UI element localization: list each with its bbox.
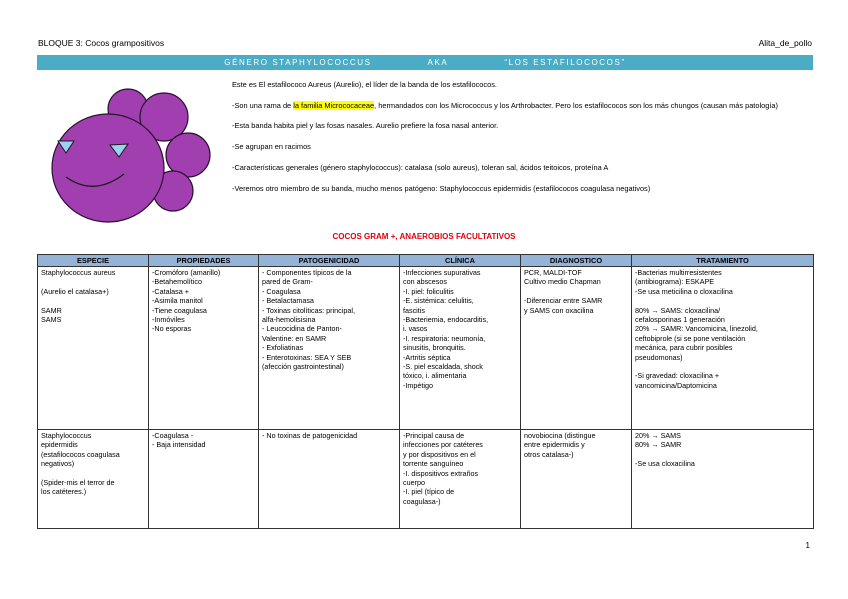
cell-line: (Spider-mis el terror de <box>41 478 115 488</box>
cell-line: coagulasa-) <box>403 496 441 506</box>
cell-line: -Si gravedad: cloxacilina + <box>635 371 720 381</box>
cell-line: -Infecciones supurativas <box>403 268 481 277</box>
intro-paragraph: Este es El estafilococo Aureus (Aurelio), el líder de la banda de los estafilococos. <box>232 80 497 89</box>
cell-line: -Asimila manitol <box>152 296 203 306</box>
cell-line: -I. piel (típico de <box>403 487 455 497</box>
cell-line: torrente sanguíneo <box>403 459 464 469</box>
cell-line: -Diferenciar entre SAMR <box>524 296 603 306</box>
cell-line: alfa-hemolisisina <box>262 315 316 325</box>
cell-line: SAMR <box>41 305 62 315</box>
cell-line: novobiocina (distingue <box>524 431 596 440</box>
cell-line: - Coagulasa <box>262 286 301 296</box>
cell-tratamiento <box>632 430 814 529</box>
cell-line: - Enterotoxinas: SEA Y SEB <box>262 352 352 362</box>
cell-line: 80% → SAMS: cloxacilina/ <box>635 305 721 315</box>
cell-line: -Bacteriemia, endocarditis, <box>403 315 489 325</box>
intro-paragraph: -Esta banda habita piel y las fosas nasales. Aurelio prefiere la fosa nasal anterior. <box>232 121 499 131</box>
cell-line: -Bacterias multirresistentes <box>635 268 722 277</box>
banner-nickname: “LOS ESTAFILOCOCOS” <box>504 58 626 67</box>
cell-line: -S. piel escaldada, shock <box>403 362 483 372</box>
cell-line: -E. sistémica: celulitis, <box>403 296 474 306</box>
cell-line: (estafilococos coagulasa <box>41 449 120 459</box>
cell-line: tóxico, i. alimentaria <box>403 371 467 381</box>
cell-line: y SAMS con oxacilina <box>524 305 594 315</box>
column-header-patogenicidad: PATOGENICIDAD <box>259 255 400 267</box>
intro-paragraph: -Son una rama de la familia Micrococaceae, hermandados con los Micrococcus y los Arthrobacter. Pero los estafilococos son los más chungos (causan más patología) <box>232 100 778 110</box>
cell-line: PCR, MALDI-TOF <box>524 268 582 277</box>
cell-line: sinusitis, bronquitis. <box>403 343 466 353</box>
cell-line: -No esporas <box>152 324 192 334</box>
intro-paragraph: -Veremos otro miembro de su banda, mucho menos patógeno: Staphylococcus epidermidis (estafilococos coagulasa negativos) <box>232 183 651 193</box>
staph-cluster-cocci <box>52 89 210 222</box>
table-row <box>38 430 814 529</box>
cell-especie <box>38 267 149 430</box>
cell-line: Valentine: en SAMR <box>262 333 327 343</box>
cell-clinica <box>400 267 521 430</box>
cell-line: otros catalasa-) <box>524 449 574 459</box>
cell-line: -Principal causa de <box>403 431 465 440</box>
header-title: BLOQUE 3: Cocos grampositivos <box>38 38 165 48</box>
column-header-propiedades: PROPIEDADES <box>149 255 259 267</box>
section-title: COCOS GRAM +, ANAEROBIOS FACULTATIVOS <box>332 232 516 241</box>
cell-line: -Se usa meticilina o cloxacilina <box>635 286 733 296</box>
cell-line: mecánica, para cubrir posibles <box>635 343 733 353</box>
cell-line: entre epidermidis y <box>524 440 585 450</box>
table-row <box>38 267 814 430</box>
banner-aka: AKA <box>427 58 449 67</box>
cell-line: y por dispositivos en el <box>403 449 476 459</box>
cell-line: Cultivo medio Chapman <box>524 277 601 287</box>
cell-line: los catéteres.) <box>41 487 87 497</box>
column-header-tratamiento: TRATAMIENTO <box>632 255 814 267</box>
cell-propiedades <box>149 430 259 529</box>
cell-line: pseudomonas) <box>635 352 683 362</box>
cell-line: vancomicina/Daptomicina <box>635 380 717 390</box>
cell-line: -Catalasa + <box>152 286 189 296</box>
cell-line: -I. respiratoria: neumonía, <box>403 333 486 343</box>
column-header-especie: ESPECIE <box>38 255 149 267</box>
cell-line: - Componentes típicos de la <box>262 268 352 277</box>
cell-line: (Aurelio el catalasa+) <box>41 286 109 296</box>
cell-line: con abscesos <box>403 277 447 287</box>
cell-line: -Inmóviles <box>152 315 185 325</box>
cell-line: negativos) <box>41 459 75 469</box>
cell-line: (afección gastrointestinal) <box>262 362 344 372</box>
cell-line: -Coagulasa - <box>152 431 194 440</box>
cell-tratamiento <box>632 267 814 430</box>
header-author: Alita_de_pollo <box>758 38 812 48</box>
aurelio-cartoon-illustration <box>36 73 222 228</box>
table-header-row <box>38 255 814 267</box>
intro-paragraph: -Características generales (género staphylococcus): catalasa (solo aureus), toleran sal, ácidos teitoicos, proteína A <box>232 162 609 172</box>
cell-line: -I. piel: foliculitis <box>403 286 454 296</box>
cell-line: SAMS <box>41 315 62 324</box>
cell-line: Staphylococcus <box>41 431 92 440</box>
cell-propiedades <box>149 267 259 430</box>
cell-line: ceftobiprole (si se pone ventilación <box>635 333 746 343</box>
aurelio-face <box>52 114 164 222</box>
cell-diagnostico <box>521 267 632 430</box>
cell-diagnostico <box>521 430 632 529</box>
cell-patogenicidad <box>259 430 400 529</box>
cell-clinica <box>400 430 521 529</box>
cell-line: (antibiograma): ESKAPE <box>635 277 715 287</box>
cell-patogenicidad <box>259 267 400 430</box>
cell-line: cefalosporinas 1 generación <box>635 315 725 325</box>
cell-line: -Se usa cloxacilina <box>635 459 695 469</box>
species-table <box>37 254 814 529</box>
cell-line: - Toxinas citolíticas: principal, <box>262 305 355 315</box>
cell-line: 20% → SAMS <box>635 431 681 440</box>
cell-line: - No toxinas de patogenicidad <box>262 431 358 440</box>
highlighted-family: la familia Micrococaceae <box>293 100 375 110</box>
cell-line: fascitis <box>403 305 425 315</box>
page-number: 1 <box>805 541 810 550</box>
cell-line: -Artritis séptica <box>403 352 451 362</box>
intro-text <box>232 80 817 204</box>
cell-line: epidermidis <box>41 440 78 450</box>
cell-line: -Tiene coagulasa <box>152 305 207 315</box>
cell-line: - Betalactamasa <box>262 296 314 306</box>
cell-line: -Cromóforo (amarillo) <box>152 268 221 277</box>
cell-line: - Exfoliatinas <box>262 343 304 353</box>
cell-line: - Leucocidina de Panton- <box>262 324 342 334</box>
cell-especie <box>38 430 149 529</box>
cell-line: pared de Gram- <box>262 277 313 287</box>
cell-line: 20% → SAMR: Vancomicina, linezolid, <box>635 324 758 334</box>
coccus-3 <box>166 133 210 177</box>
banner-genus: GÉNERO STAPHYLOCOCCUS <box>224 58 372 67</box>
column-header-diagnostico: DIAGNOSTICO <box>521 255 632 267</box>
cell-line: 80% → SAMR <box>635 440 682 450</box>
cell-line: -Betahemolítico <box>152 277 202 287</box>
cell-line: infecciones por catéteres <box>403 440 483 450</box>
cell-line: Staphylococcus aureus <box>41 268 116 277</box>
cell-line: -I. dispositivos extraños <box>403 468 479 478</box>
cell-line: -Impétigo <box>403 380 433 390</box>
column-header-clinica: CLÍNICA <box>400 255 521 267</box>
intro-paragraph: -Se agrupan en racimos <box>232 142 311 152</box>
cell-line: i. vasos <box>403 324 428 334</box>
cell-line: cuerpo <box>403 478 425 488</box>
cell-line: - Baja intensidad <box>152 440 206 450</box>
genus-banner <box>37 55 813 70</box>
